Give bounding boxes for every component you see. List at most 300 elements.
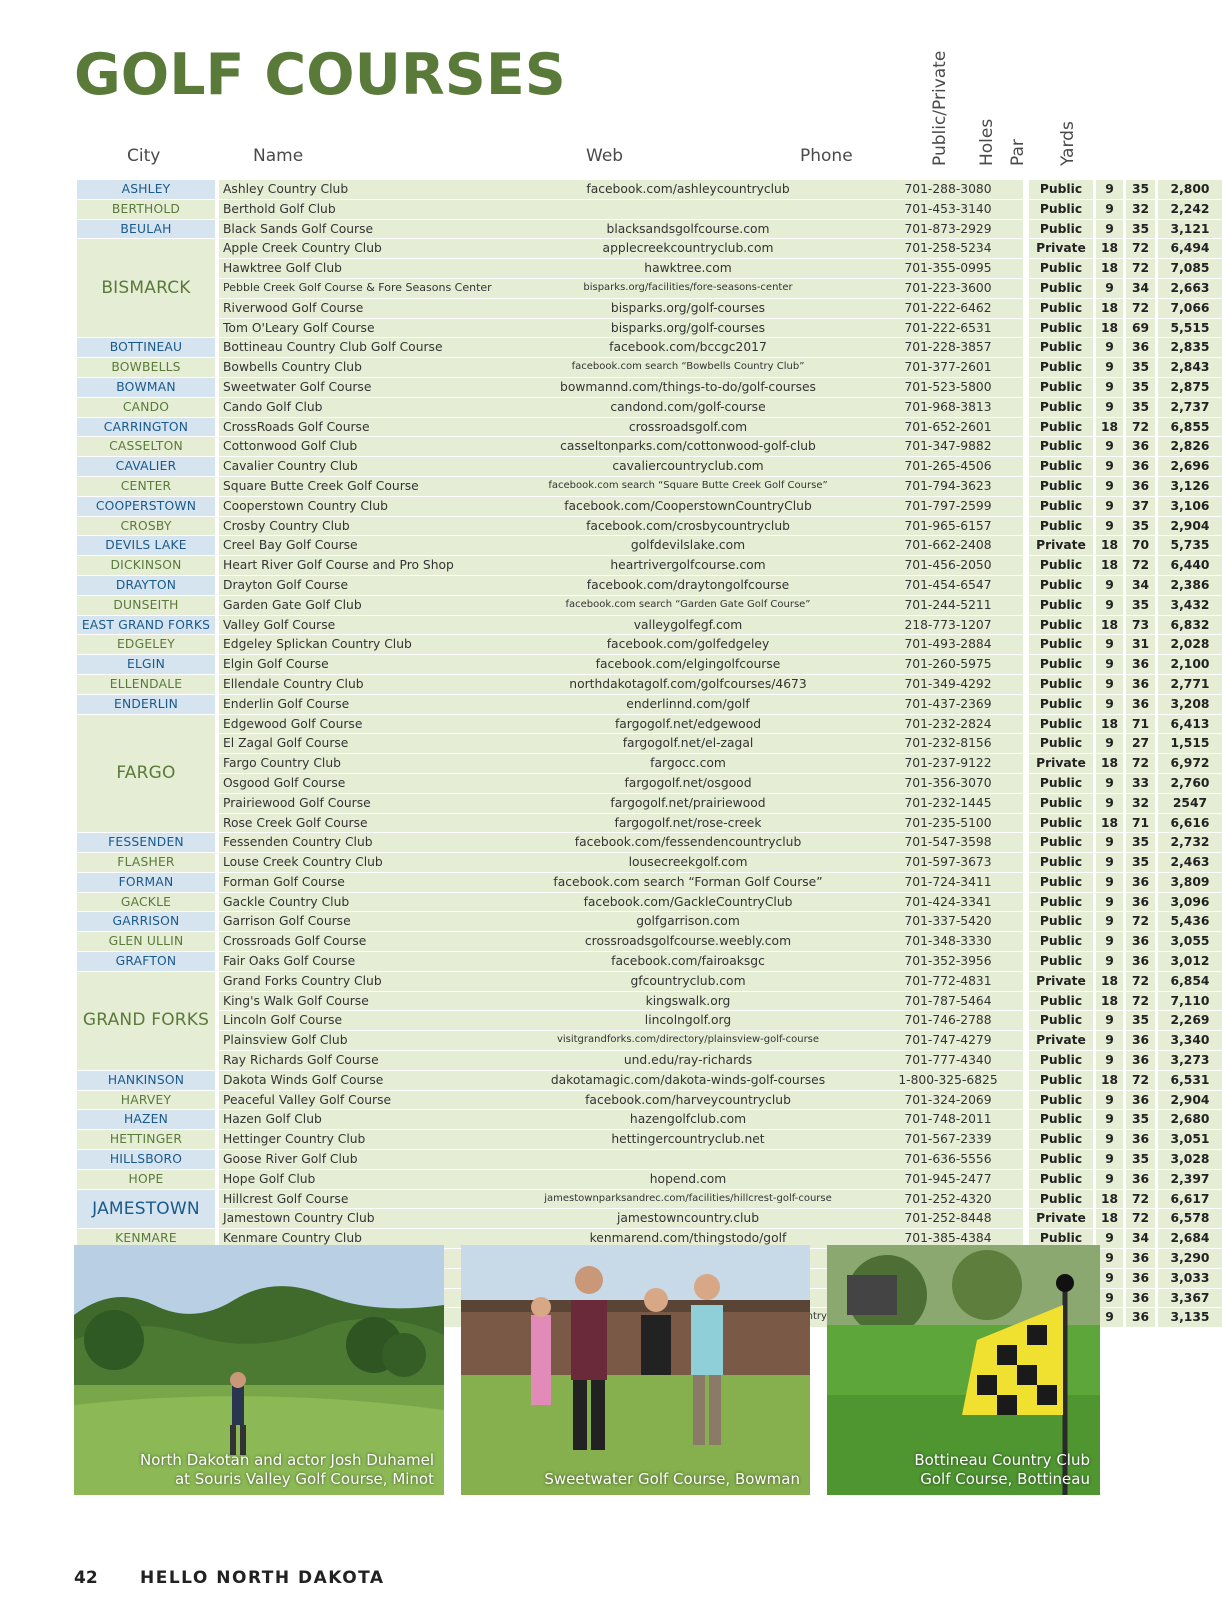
course-public-private: Public (1029, 497, 1096, 517)
course-yards: 5,515 (1158, 319, 1222, 339)
course-name: Lincoln Golf Course (219, 1011, 503, 1031)
course-website: bisparks.org/golf-courses (503, 299, 873, 319)
course-yards: 3,135 (1158, 1308, 1222, 1328)
course-par: 34 (1126, 279, 1158, 299)
course-public-private: Public (1029, 774, 1096, 794)
course-par: 72 (1126, 1209, 1158, 1229)
course-name: Cavalier Country Club (219, 457, 503, 477)
course-par: 32 (1126, 794, 1158, 814)
course-phone: 701-945-2477 (873, 1170, 1029, 1190)
course-holes: 9 (1096, 517, 1126, 537)
course-holes: 18 (1096, 1071, 1126, 1091)
course-phone: 701-437-2369 (873, 695, 1029, 715)
course-par: 35 (1126, 378, 1158, 398)
publication-title: HELLO NORTH DAKOTA (140, 1568, 385, 1588)
table-row (77, 596, 1222, 616)
course-holes: 18 (1096, 319, 1126, 339)
table-row (77, 794, 1222, 814)
course-public-private: Public (1029, 220, 1096, 240)
header-holes: Holes (977, 118, 997, 166)
course-website: fargogolf.net/rose-creek (503, 814, 873, 834)
table-row (77, 378, 1222, 398)
course-public-private: Public (1029, 259, 1096, 279)
table-row (77, 734, 1222, 754)
city-cell: HAZEN (77, 1110, 219, 1130)
course-website: hopend.com (503, 1170, 873, 1190)
course-yards: 3,028 (1158, 1150, 1222, 1170)
course-holes: 9 (1096, 1110, 1126, 1130)
course-public-private: Public (1029, 1011, 1096, 1031)
course-yards: 2,737 (1158, 398, 1222, 418)
golf-courses-table-body (77, 180, 1222, 1328)
course-website: crossroadsgolfcourse.weebly.com (503, 932, 873, 952)
course-par: 36 (1126, 437, 1158, 457)
course-name: Cando Golf Club (219, 398, 503, 418)
course-website: lousecreekgolf.com (503, 853, 873, 873)
city-cell: HETTINGER (77, 1130, 219, 1150)
course-public-private: Private (1029, 1031, 1096, 1051)
course-website: visitgrandforks.com/directory/plainsview-golf-course (503, 1031, 873, 1051)
course-yards: 2,835 (1158, 338, 1222, 358)
course-public-private: Public (1029, 1190, 1096, 1210)
course-holes: 18 (1096, 1209, 1126, 1229)
course-par: 36 (1126, 695, 1158, 715)
course-par: 71 (1126, 715, 1158, 735)
course-name: Garrison Golf Course (219, 912, 503, 932)
course-par: 35 (1126, 1011, 1158, 1031)
course-public-private: Public (1029, 180, 1096, 200)
course-name: Crosby Country Club (219, 517, 503, 537)
city-cell: JAMESTOWN (77, 1190, 219, 1230)
course-par: 72 (1126, 992, 1158, 1012)
course-public-private: Public (1029, 358, 1096, 378)
course-website: applecreekcountryclub.com (503, 239, 873, 259)
course-name: Gackle Country Club (219, 893, 503, 913)
city-cell: HARVEY (77, 1091, 219, 1111)
course-par: 73 (1126, 616, 1158, 636)
course-website: fargogolf.net/el-zagal (503, 734, 873, 754)
course-public-private: Public (1029, 893, 1096, 913)
table-row (77, 912, 1222, 932)
course-par: 72 (1126, 754, 1158, 774)
course-website: valleygolfegf.com (503, 616, 873, 636)
course-public-private: Public (1029, 992, 1096, 1012)
course-yards: 5,436 (1158, 912, 1222, 932)
course-holes: 9 (1096, 1269, 1126, 1289)
course-website: golfgarrison.com (503, 912, 873, 932)
course-website: hettingercountryclub.net (503, 1130, 873, 1150)
course-par: 36 (1126, 477, 1158, 497)
course-name: Black Sands Golf Course (219, 220, 503, 240)
course-par: 72 (1126, 912, 1158, 932)
table-row (77, 319, 1222, 339)
course-website (503, 200, 873, 220)
city-cell: CAVALIER (77, 457, 219, 477)
course-yards: 2,680 (1158, 1110, 1222, 1130)
course-public-private: Public (1029, 635, 1096, 655)
course-name: Bowbells Country Club (219, 358, 503, 378)
course-par: 36 (1126, 1091, 1158, 1111)
course-yards: 7,110 (1158, 992, 1222, 1012)
course-public-private: Public (1029, 418, 1096, 438)
course-name: Cottonwood Golf Club (219, 437, 503, 457)
city-cell: GRAND FORKS (77, 972, 219, 1071)
table-row (77, 1209, 1222, 1229)
course-public-private: Public (1029, 338, 1096, 358)
city-cell: GLEN ULLIN (77, 932, 219, 952)
course-yards: 6,413 (1158, 715, 1222, 735)
course-public-private: Public (1029, 1091, 1096, 1111)
course-public-private: Public (1029, 319, 1096, 339)
city-cell: ELGIN (77, 655, 219, 675)
course-website: facebook.com/elgingolfcourse (503, 655, 873, 675)
course-par: 35 (1126, 398, 1158, 418)
caption-line-1: North Dakotan and actor Josh Duhamel (139, 1451, 434, 1469)
course-name: Tom O'Leary Golf Course (219, 319, 503, 339)
city-cell: CARRINGTON (77, 418, 219, 438)
course-public-private: Public (1029, 200, 1096, 220)
course-website: blacksandsgolfcourse.com (503, 220, 873, 240)
course-name: Edgewood Golf Course (219, 715, 503, 735)
course-holes: 18 (1096, 536, 1126, 556)
course-holes: 9 (1096, 873, 1126, 893)
city-cell: COOPERSTOWN (77, 497, 219, 517)
course-website: facebook.com search “Bowbells Country Club” (503, 358, 873, 378)
city-cell: GRAFTON (77, 952, 219, 972)
course-website: enderlinnd.com/golf (503, 695, 873, 715)
course-name: Plainsview Golf Club (219, 1031, 503, 1051)
city-cell: HILLSBORO (77, 1150, 219, 1170)
course-website: facebook.com/fessendencountryclub (503, 833, 873, 853)
course-phone: 701-777-4340 (873, 1051, 1029, 1071)
course-phone: 701-235-5100 (873, 814, 1029, 834)
course-name: Ashley Country Club (219, 180, 503, 200)
city-cell: FARGO (77, 715, 219, 834)
table-row (77, 200, 1222, 220)
photo-caption (544, 1470, 800, 1489)
course-public-private: Public (1029, 556, 1096, 576)
course-par: 32 (1126, 200, 1158, 220)
course-par: 35 (1126, 833, 1158, 853)
course-phone: 701-724-3411 (873, 873, 1029, 893)
course-name: Louse Creek Country Club (219, 853, 503, 873)
city-cell: BOTTINEAU (77, 338, 219, 358)
course-public-private: Public (1029, 853, 1096, 873)
course-par: 36 (1126, 893, 1158, 913)
course-yards: 2,875 (1158, 378, 1222, 398)
course-yards: 6,855 (1158, 418, 1222, 438)
course-phone: 701-456-2050 (873, 556, 1029, 576)
course-phone: 701-352-3956 (873, 952, 1029, 972)
course-par: 35 (1126, 220, 1158, 240)
course-par: 35 (1126, 1110, 1158, 1130)
course-holes: 9 (1096, 1249, 1126, 1269)
course-holes: 18 (1096, 972, 1126, 992)
course-phone: 701-794-3623 (873, 477, 1029, 497)
photo-sweetwater (461, 1245, 810, 1495)
course-public-private: Public (1029, 675, 1096, 695)
course-holes: 18 (1096, 992, 1126, 1012)
course-yards: 6,531 (1158, 1071, 1222, 1091)
course-yards: 2,269 (1158, 1011, 1222, 1031)
course-public-private: Public (1029, 1051, 1096, 1071)
course-yards: 7,085 (1158, 259, 1222, 279)
table-row (77, 972, 1222, 992)
course-website: facebook.com/bccgc2017 (503, 338, 873, 358)
course-phone: 701-597-3673 (873, 853, 1029, 873)
header-public-private: Public/Private (930, 50, 950, 166)
table-row (77, 853, 1222, 873)
course-phone: 701-355-0995 (873, 259, 1029, 279)
table-row (77, 1150, 1222, 1170)
course-holes: 18 (1096, 556, 1126, 576)
course-holes: 9 (1096, 912, 1126, 932)
city-cell: BERTHOLD (77, 200, 219, 220)
table-row (77, 695, 1222, 715)
course-phone: 701-662-2408 (873, 536, 1029, 556)
course-name: Hawktree Golf Club (219, 259, 503, 279)
course-public-private: Public (1029, 299, 1096, 319)
course-phone: 701-748-2011 (873, 1110, 1029, 1130)
course-website: hawktree.com (503, 259, 873, 279)
course-holes: 9 (1096, 794, 1126, 814)
city-cell: ASHLEY (77, 180, 219, 200)
course-public-private: Public (1029, 457, 1096, 477)
course-yards: 2,242 (1158, 200, 1222, 220)
course-website: heartrivergolfcourse.com (503, 556, 873, 576)
table-row (77, 715, 1222, 735)
course-phone: 701-453-3140 (873, 200, 1029, 220)
city-cell: DEVILS LAKE (77, 536, 219, 556)
course-yards: 3,055 (1158, 932, 1222, 952)
course-name: Enderlin Golf Course (219, 695, 503, 715)
course-name: Valley Golf Course (219, 616, 503, 636)
course-yards: 3,809 (1158, 873, 1222, 893)
course-yards: 2547 (1158, 794, 1222, 814)
course-yards: 2,800 (1158, 180, 1222, 200)
course-holes: 9 (1096, 200, 1126, 220)
course-phone: 701-385-4384 (873, 1229, 1029, 1249)
course-holes: 9 (1096, 893, 1126, 913)
course-holes: 18 (1096, 259, 1126, 279)
course-par: 72 (1126, 556, 1158, 576)
course-public-private: Private (1029, 754, 1096, 774)
course-public-private: Public (1029, 912, 1096, 932)
course-name: Ellendale Country Club (219, 675, 503, 695)
table-row (77, 1011, 1222, 1031)
course-par: 36 (1126, 338, 1158, 358)
course-name: Kenmare Country Club (219, 1229, 503, 1249)
course-yards: 2,732 (1158, 833, 1222, 853)
course-holes: 9 (1096, 655, 1126, 675)
course-par: 69 (1126, 319, 1158, 339)
course-phone: 701-772-4831 (873, 972, 1029, 992)
course-name: Riverwood Golf Course (219, 299, 503, 319)
course-phone: 701-965-6157 (873, 517, 1029, 537)
course-par: 72 (1126, 972, 1158, 992)
course-website: bowmannd.com/things-to-do/golf-courses (503, 378, 873, 398)
course-par: 72 (1126, 1071, 1158, 1091)
course-phone: 701-228-3857 (873, 338, 1029, 358)
course-holes: 9 (1096, 952, 1126, 972)
course-website: cavaliercountryclub.com (503, 457, 873, 477)
course-holes: 9 (1096, 695, 1126, 715)
city-cell: DRAYTON (77, 576, 219, 596)
course-holes: 9 (1096, 1289, 1126, 1309)
course-website: fargocc.com (503, 754, 873, 774)
course-par: 36 (1126, 1031, 1158, 1051)
course-name: Fargo Country Club (219, 754, 503, 774)
course-name: Crossroads Golf Course (219, 932, 503, 952)
caption-line-2: Sweetwater Golf Course, Bowman (544, 1470, 800, 1488)
course-holes: 9 (1096, 635, 1126, 655)
table-row (77, 635, 1222, 655)
course-phone: 701-349-4292 (873, 675, 1029, 695)
table-row (77, 774, 1222, 794)
course-yards: 1,515 (1158, 734, 1222, 754)
page-title: GOLF COURSES (74, 42, 566, 108)
course-holes: 9 (1096, 833, 1126, 853)
course-par: 31 (1126, 635, 1158, 655)
course-par: 37 (1126, 497, 1158, 517)
table-row (77, 893, 1222, 913)
course-website: golfdevilslake.com (503, 536, 873, 556)
course-website: northdakotagolf.com/golfcourses/4673 (503, 675, 873, 695)
table-row (77, 1170, 1222, 1190)
course-public-private: Public (1029, 1150, 1096, 1170)
course-holes: 9 (1096, 1130, 1126, 1150)
course-phone: 701-348-3330 (873, 932, 1029, 952)
course-name: Drayton Golf Course (219, 576, 503, 596)
course-holes: 9 (1096, 1229, 1126, 1249)
city-cell: KENMARE (77, 1229, 219, 1249)
course-par: 35 (1126, 180, 1158, 200)
table-row (77, 239, 1222, 259)
course-phone: 701-337-5420 (873, 912, 1029, 932)
city-cell: EAST GRAND FORKS (77, 616, 219, 636)
table-row (77, 338, 1222, 358)
header-phone: Phone (800, 146, 853, 166)
course-par: 72 (1126, 418, 1158, 438)
course-holes: 9 (1096, 1170, 1126, 1190)
course-yards: 3,096 (1158, 893, 1222, 913)
course-public-private: Public (1029, 576, 1096, 596)
course-holes: 18 (1096, 418, 1126, 438)
course-website: facebook.com/golfedgeley (503, 635, 873, 655)
city-cell: HOPE (77, 1170, 219, 1190)
course-phone: 701-324-2069 (873, 1091, 1029, 1111)
city-cell: BISMARCK (77, 239, 219, 338)
course-phone: 701-424-3341 (873, 893, 1029, 913)
family-golf-image (461, 1245, 810, 1495)
course-par: 36 (1126, 873, 1158, 893)
table-row (77, 814, 1222, 834)
course-name: Cooperstown Country Club (219, 497, 503, 517)
table-row (77, 675, 1222, 695)
course-name: Hettinger Country Club (219, 1130, 503, 1150)
course-holes: 9 (1096, 378, 1126, 398)
course-holes: 9 (1096, 734, 1126, 754)
photo-caption (914, 1451, 1090, 1489)
course-name: Elgin Golf Course (219, 655, 503, 675)
course-public-private: Private (1029, 972, 1096, 992)
course-par: 71 (1126, 814, 1158, 834)
course-yards: 3,367 (1158, 1289, 1222, 1309)
course-holes: 9 (1096, 477, 1126, 497)
course-holes: 9 (1096, 675, 1126, 695)
course-yards: 2,696 (1158, 457, 1222, 477)
course-website: jamestownparksandrec.com/facilities/hillcrest-golf-course (503, 1190, 873, 1210)
course-website: facebook.com/CooperstownCountryClub (503, 497, 873, 517)
course-holes: 9 (1096, 1091, 1126, 1111)
course-phone: 701-787-5464 (873, 992, 1029, 1012)
course-yards: 2,826 (1158, 437, 1222, 457)
table-row (77, 180, 1222, 200)
table-row (77, 1091, 1222, 1111)
city-cell: CENTER (77, 477, 219, 497)
course-name: Peaceful Valley Golf Course (219, 1091, 503, 1111)
table-row (77, 616, 1222, 636)
course-holes: 9 (1096, 180, 1126, 200)
city-cell: EDGELEY (77, 635, 219, 655)
course-phone: 701-223-3600 (873, 279, 1029, 299)
course-yards: 6,832 (1158, 616, 1222, 636)
course-name: Hillcrest Golf Course (219, 1190, 503, 1210)
course-par: 36 (1126, 1130, 1158, 1150)
course-par: 35 (1126, 517, 1158, 537)
table-row (77, 517, 1222, 537)
course-website: gfcountryclub.com (503, 972, 873, 992)
course-phone: 218-773-1207 (873, 616, 1029, 636)
course-phone: 701-968-3813 (873, 398, 1029, 418)
course-public-private: Public (1029, 378, 1096, 398)
course-yards: 2,904 (1158, 1091, 1222, 1111)
course-phone: 701-636-5556 (873, 1150, 1029, 1170)
course-yards: 6,617 (1158, 1190, 1222, 1210)
course-public-private: Public (1029, 477, 1096, 497)
table-row (77, 259, 1222, 279)
city-cell: FESSENDEN (77, 833, 219, 853)
header-web: Web (586, 146, 624, 166)
course-phone: 1-800-325-6825 (873, 1071, 1029, 1091)
table-row (77, 437, 1222, 457)
course-holes: 18 (1096, 754, 1126, 774)
course-par: 34 (1126, 576, 1158, 596)
course-website: facebook.com/fairoaksgc (503, 952, 873, 972)
course-name: Jamestown Country Club (219, 1209, 503, 1229)
caption-line-1: Bottineau Country Club (914, 1451, 1090, 1469)
table-row (77, 536, 1222, 556)
course-name: Sweetwater Golf Course (219, 378, 503, 398)
course-website: bisparks.org/golf-courses (503, 319, 873, 339)
caption-line-2: Golf Course, Bottineau (920, 1470, 1090, 1488)
course-public-private: Public (1029, 695, 1096, 715)
table-row (77, 1051, 1222, 1071)
course-name: Apple Creek Country Club (219, 239, 503, 259)
course-holes: 18 (1096, 299, 1126, 319)
course-par: 35 (1126, 1150, 1158, 1170)
course-phone: 701-873-2929 (873, 220, 1029, 240)
course-public-private: Private (1029, 239, 1096, 259)
course-par: 36 (1126, 1308, 1158, 1328)
table-row (77, 1190, 1222, 1210)
table-row (77, 655, 1222, 675)
table-row (77, 992, 1222, 1012)
course-holes: 9 (1096, 1011, 1126, 1031)
city-cell: BOWMAN (77, 378, 219, 398)
table-row (77, 398, 1222, 418)
course-phone: 701-454-6547 (873, 576, 1029, 596)
